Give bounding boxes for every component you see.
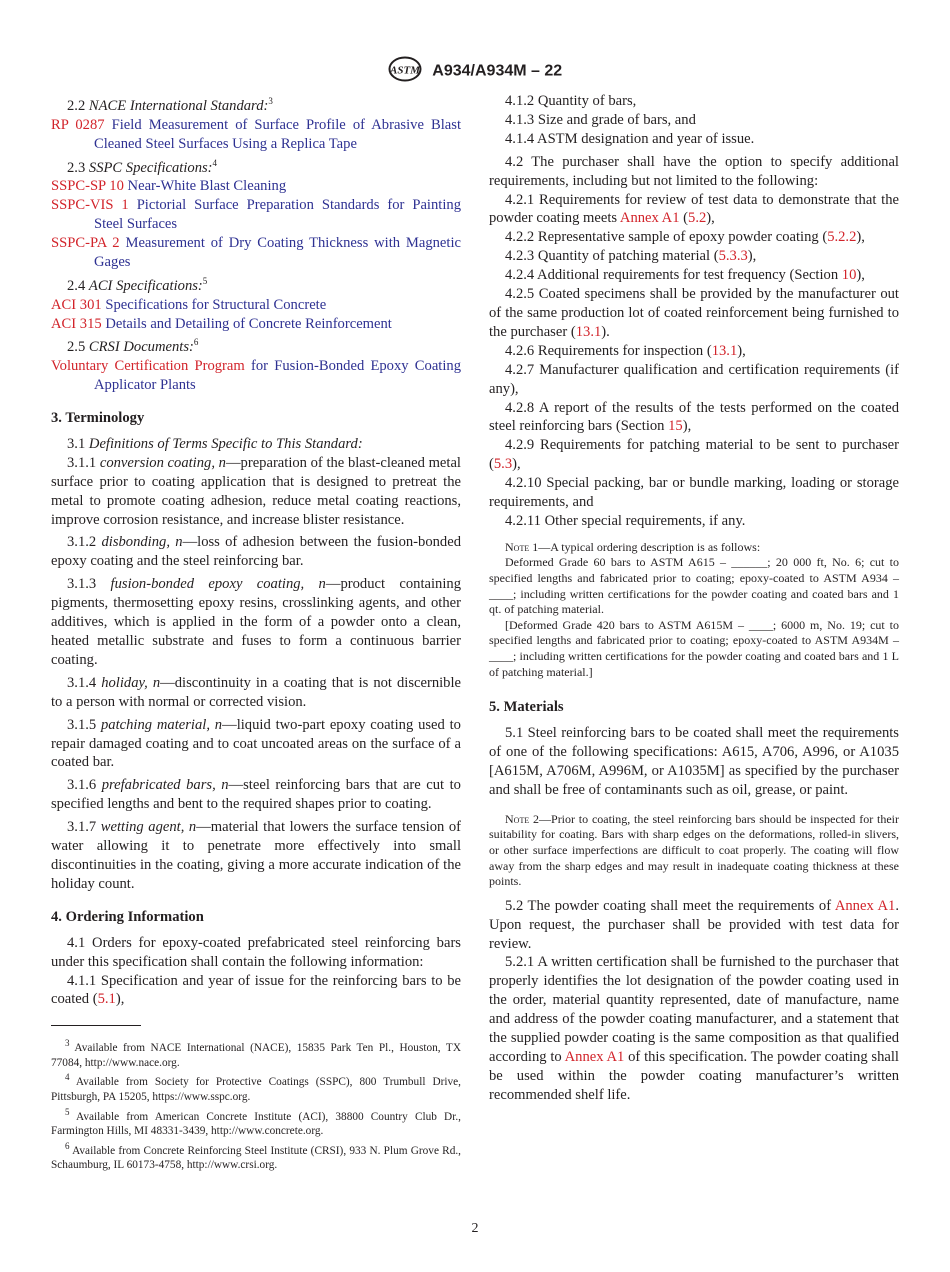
sp10-link[interactable]: SSPC-SP 10 xyxy=(51,178,124,195)
footnote-3: $^3$ Available from NACE International (NACE), 15835 Park Ten Pl., Houston, TX 77084, http://www.nace.org. xyxy=(51,1038,461,1069)
page-number: 2 xyxy=(471,1221,479,1236)
ref-rp0287: RP 0287 Field Measurement of Surface Profile of Abrasive Blast Cleaned Steel Surfaces Using a Replica Tape xyxy=(51,116,461,152)
para-3-1-4: 3.1.4 holiday, n—discontinuity in a coating that is not discernible to a person with normal or corrected vision. xyxy=(51,674,462,710)
section-2-2: 2.2 NACE International Standard:$^3$ xyxy=(67,96,273,114)
para-4-1-4: 4.1.4 ASTM designation and year of issue. xyxy=(505,130,755,147)
note-1: Note 1—A typical ordering description is as follows: Deformed Grade 60 bars to ASTM A615 – ______; 20 000 ft, No. 6; cut to specified lengths and fabricated prior to coating; epoxy-coated to ASTM A934 – ____; including written certifications for the powder coating and coated bars and 1 qt. of patching material. [Deformed Grade 420 bars to ASTM A615M – ____; 6000 m, No. 19; cut to specified lengths and fabricated prior to coating; epoxy-coated to ASTM A934M – ____; including written certifications for the powder coating and coated bars and 1 L of patching material.] xyxy=(489,539,899,679)
ref-sspc-vis1: SSPC-VIS 1 Pictorial Surface Preparation Standards for Painting Steel Surfaces xyxy=(51,197,461,233)
para-4-2-6: 4.2.6 Requirements for inspection (13.1), xyxy=(505,342,746,359)
footnote-4: $^4$ Available from Society for Protective Coatings (SSPC), 800 Trumbull Drive, Pittsburgh, PA 15205, https://www.sspc.org. xyxy=(51,1072,461,1103)
para-3-1-2: 3.1.2 disbonding, n—loss of adhesion between the fusion-bonded epoxy coating and the steel reinforcing bar. xyxy=(51,534,461,570)
para-4-2-3: 4.2.3 Quantity of patching material (5.3.3), xyxy=(505,248,757,265)
ref-5-1-link[interactable]: 5.1 xyxy=(97,991,116,1008)
para-4-2-7: 4.2.7 Manufacturer qualification and certification requirements (if any), xyxy=(489,361,899,397)
para-3-1-6: 3.1.6 prefabricated bars, n—steel reinforcing bars that are cut to specified lengths and bent to the required shapes prior to coating. xyxy=(51,777,461,813)
annex-a1-link[interactable]: Annex A1 xyxy=(619,210,680,227)
ref-crsi: Voluntary Certification Program for Fusion-Bonded Epoxy Coating Applicator Plants xyxy=(51,358,462,394)
ref-section-10-link[interactable]: 10 xyxy=(841,267,857,284)
left-column xyxy=(51,92,461,1173)
footnote-5: $^5$ Available from American Concrete Institute (ACI), 38800 Country Club Dr., Farmington Hills, MI 48331-3439, http://www.concrete.org. xyxy=(51,1106,461,1138)
ref-section-15-link[interactable]: 15 xyxy=(668,418,683,435)
ref-5-2-link[interactable]: 5.2 xyxy=(688,210,707,227)
para-5-2-1: 5.2.1 A written certification shall be furnished to the purchaser that properly identifies the lot designation of the powder coating used in the order, material quantity represented, date of manufacture, name and address of the powder coating manufacturer, and a statement that the supplied powder coating is the same composition as that qualified according to Annex A1 of this specification. The powder coating shall be used within the powder coating manufacturer’s written recommended shelf life. xyxy=(489,954,899,1103)
right-column xyxy=(489,92,899,1105)
ref-aci315: ACI 315 Details and Detailing of Concrete Reinforcement xyxy=(51,315,392,332)
ref-aci301: ACI 301 Specifications for Structural Concrete xyxy=(51,296,327,313)
annex-a1-link-3[interactable]: Annex A1 xyxy=(564,1048,625,1065)
footnote-divider xyxy=(51,1025,141,1026)
para-4-1-2: 4.1.2 Quantity of bars, xyxy=(505,93,637,109)
aci315-link[interactable]: ACI 315 xyxy=(51,315,102,332)
astm-logo-icon xyxy=(388,56,422,87)
para-4-1-1: 4.1.1 Specification and year of issue for the reinforcing bars to be coated (5.1), xyxy=(51,972,461,1008)
standard-designation: A934/A934M – 22 xyxy=(432,62,563,80)
pa2-link[interactable]: SSPC-PA 2 xyxy=(51,235,120,252)
footnote-6: $^6$ Available from Concrete Reinforcing Steel Institute (CRSI), 933 N. Plum Grove Rd., Schaumburg, IL 60173-4758, http://www.crsi.org. xyxy=(51,1140,462,1172)
ref-13-1-link[interactable]: 13.1 xyxy=(575,323,602,340)
section-2-3: 2.3 SSPC Specifications:$^4$ xyxy=(67,157,218,176)
para-3-1-1: 3.1.1 conversion coating, n—preparation of the blast-cleaned metal surface prior to coating application that is designed to pretreat the metal to promote coating adhesion, reduce metal coating reactions, improve corrosion resistance, and increase blister resistance. xyxy=(51,454,461,528)
para-4-2-4: 4.2.4 Additional requirements for test frequency (Section 10), xyxy=(505,267,865,284)
annex-a1-link-2[interactable]: Annex A1 xyxy=(834,897,896,914)
para-3-1-5: 3.1.5 patching material, n—liquid two-part epoxy coating used to repair damaged coating and to coat uncoated areas on the surface of a coated bar. xyxy=(51,716,461,771)
para-4-2: 4.2 The purchaser shall have the option to specify additional requirements, including but not limited to the following: xyxy=(489,153,899,189)
ref-sspc-sp10: SSPC-SP 10 Near-White Blast Cleaning xyxy=(51,178,287,195)
para-3-1-7: 3.1.7 wetting agent, n—material that lowers the surface tension of water allowing it to penetrate more effectively into small discontinuities in the coating, giving a more accurate indication of the holiday count. xyxy=(51,819,461,892)
para-3-1: 3.1 Definitions of Terms Specific to This Standard: xyxy=(67,435,363,452)
para-4-1-3: 4.1.3 Size and grade of bars, and xyxy=(505,111,696,128)
para-4-2-9: 4.2.9 Requirements for patching material to be sent to purchaser (5.3), xyxy=(489,437,899,473)
section-2-5: 2.5 CRSI Documents:$^6$ xyxy=(67,337,199,356)
para-4-2-11: 4.2.11 Other special requirements, if any. xyxy=(505,512,746,529)
svg-text:ASTM: ASTM xyxy=(389,64,420,77)
page-header xyxy=(0,56,950,87)
crsi-link[interactable]: Voluntary Certification Program xyxy=(51,358,245,375)
para-3-1-3: 3.1.3 fusion-bonded epoxy coating, n—product containing pigments, thermosetting epoxy resins, crosslinking agents, and other additives, which is applied in the form of a powder onto a clean, heated metallic substrate and fuses to form a continuous barrier coating. xyxy=(51,576,461,668)
heading-terminology: 3. Terminology xyxy=(51,410,145,427)
ref-5-3-3-link[interactable]: 5.3.3 xyxy=(718,248,748,265)
aci301-link[interactable]: ACI 301 xyxy=(51,296,102,313)
ref-sspc-pa2: SSPC-PA 2 Measurement of Dry Coating Thickness with Magnetic Gages xyxy=(51,235,461,270)
para-4-2-8: 4.2.8 A report of the results of the tests performed on the coated steel reinforcing bars (Section 15), xyxy=(489,399,899,435)
ref-13-1-link-2[interactable]: 13.1 xyxy=(711,342,738,359)
ref-5-3-link[interactable]: 5.3 xyxy=(493,456,513,473)
para-4-2-10: 4.2.10 Special packing, bar or bundle marking, loading or storage requirements, and xyxy=(489,475,899,511)
para-4-2-2: 4.2.2 Representative sample of epoxy powder coating (5.2.2), xyxy=(505,229,865,246)
section-2-4: 2.4 ACI Specifications:$^5$ xyxy=(67,275,208,294)
para-4-2-1: 4.2.1 Requirements for review of test data to demonstrate that the powder coating meets Annex A1 (5.2), xyxy=(489,191,899,227)
para-5-1: 5.1 Steel reinforcing bars to be coated shall meet the requirements of one of the following specifications: A615, A706, A996, or A1035 [A615M, A706M, A996M, or A1035M] as specified by the purchaser and shall be free of contaminants such as oil, grease, or paint. xyxy=(489,725,899,798)
note-2: Note 2—Prior to coating, the steel reinforcing bars should be inspected for their suitability for coating. Bars with sharp edges on the deformations, rolled-in slivers, or other surface imperfections are difficult to coat properly. The coating will flow away from the sharp edges and may result in inadequate coating thickness at these points. xyxy=(489,811,900,889)
rp0287-link[interactable]: RP 0287 xyxy=(51,116,105,133)
heading-ordering-information: 4. Ordering Information xyxy=(51,908,204,925)
para-4-2-5: 4.2.5 Coated specimens shall be provided by the manufacturer out of the same production lot of coated reinforcement being furnished to the purchaser (13.1). xyxy=(489,286,899,340)
vis1-link[interactable]: SSPC-VIS 1 xyxy=(51,197,129,214)
para-5-2: 5.2 The powder coating shall meet the requirements of Annex A1. Upon request, the purchaser shall be provided with test data for review. xyxy=(489,897,899,952)
ref-5-2-2-link[interactable]: 5.2.2 xyxy=(827,229,857,246)
heading-materials: 5. Materials xyxy=(489,699,564,716)
para-4-1: 4.1 Orders for epoxy-coated prefabricated steel reinforcing bars under this specification shall contain the following information: xyxy=(51,934,461,970)
